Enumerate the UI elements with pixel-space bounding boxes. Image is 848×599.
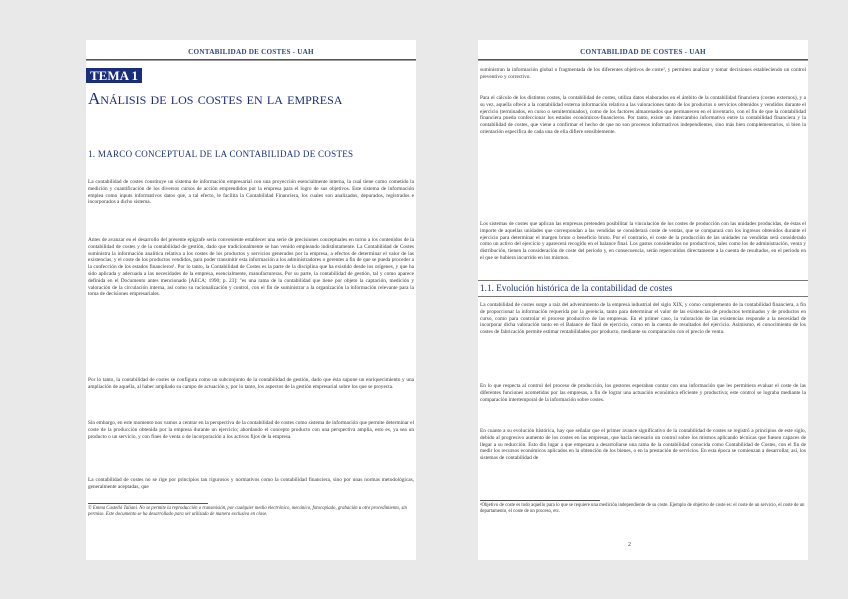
paragraph: En lo que respecta al control del proceso de producción, los gestores esperaban contar con una información que les permitiera evaluar el coste de las diferentes funciones acometidas por las empresas, a fin de lograr una actuación económica eficiente y productiva; este control se lograba mediante la comparación intertemporal de la información sobre costes. (480, 383, 806, 403)
paragraph: En cuanto a su evolución histórica, hay que señalar que el primer avance significativo de la contabilidad de costes se registró a principios de este siglo, debido al progresivo aumento de los costes en las empresas, que hacía necesario un control sobre los mismos aplicando técnicas que fuesen capaces de llegar a su reducción. Esto dio lugar a que empezara a desarrollarse una rama de la contabilidad conocida como Contabilidad de Costes, con el fin de medir los recursos económicos aplicados en la obtención de los bienes, o en la prestación de servicios. En esta época se comienzan a desarrollar, así, los sistemas de contabilidad de (480, 428, 806, 462)
section-title: 1. MARCO CONCEPTUAL DE LA CONTABILIDAD DE COSTES (88, 149, 354, 159)
header-rule (86, 59, 416, 61)
paragraph: Los sistemas de costes que aplican las empresas pretenden posibilitar la vinculación de los costes de producción con las unidades producidas, de éstas el importe de aquellas unidades que correspondan a las vendidas se considerará coste de ventas, que se comparará con los ingresos obtenidos durante el ejercicio para determinar el margen bruto o beneficio bruto. Por el contrario, el coste de la producción de las unidades no vendidas será considerado como un activo del ejercicio y aparecerá recogido en el balance final. Los gastos considerados no productivos, tales como los de administración, venta y distribución, tienen la consideración de coste del periodo y, en consecuencia, serán repercutidos directamente a la cuenta de resultados, en el periodo en el que se hubiera incurrido en los mismos. (480, 221, 806, 261)
chapter-title: Análisis de los costes en la empresa (88, 89, 343, 108)
body-text (480, 428, 806, 462)
paragraph: La contabilidad de costes surge a raíz del advenimiento de la empresa industrial del siglo XIX, y como complemento de la contabilidad financiera, a fin de proporcionar la información requerida por la gerencia, tanto para determinar el valor de las existencias de productos terminados y de productos en curso, como para controlar el proceso productivo de las empresas. En el primer caso, la valoración de las existencias responde a la necesidad de incorporar dicha valoración tanto en el Balance de final de ejercicio, como en la cuenta de resultados del ejercicio. Asimismo, el conocimiento de los costes de fabricación permite estimar rentabilidades por producto, mediante su comparación con el precio de venta. (480, 302, 806, 336)
running-head: CONTABILIDAD DE COSTES - UAH (580, 48, 706, 56)
paragraph: suministran la información global o fragmentada de los diferentes objetivos de coste², y permiten analizar y tomar decisiones estableciendo un control preventivo y correctivo. (480, 67, 806, 80)
footnote-rule (88, 503, 208, 504)
body-text (88, 477, 414, 491)
body-text (88, 420, 414, 440)
body-text (480, 67, 806, 81)
footnote-rule (480, 500, 600, 501)
paragraph: La contabilidad de costes constituye un sistema de información empresarial con una proyección esencialmente interna, la cual tiene como cometido la medición y cuantificación de los diversos cursos de acción emprendidos por la empresa para el logro de sus objetivos. Este sistema de información emplea como inputs informativos datos que, a tal efecto, le facilita la Contabilidad Financiera, los cuales son analizados, depurados, registrados e incorporados a dicho sistema. (88, 179, 414, 206)
section-rule-bottom (478, 296, 808, 297)
copyright-notice: © Emma Castelló Taliani. No se permite la reproducción o transmisión, por cualquier medio electrónico, mecánico, fotocopiado, grabación u otro procedimiento, sin permiso. Este documento se ha desarrollado para ser utilizado de manera exclusiva en clase. (88, 506, 407, 517)
paragraph: Por lo tanto, la contabilidad de costes se configura como un subconjunto de la contabilidad de gestión, dado que ésta supone un enriquecimiento y una ampliación de aquella, al haber ampliado su campo de actuación y, por lo tanto, los aspectos de la gestión empresarial sobre los que se proyecta. (88, 377, 414, 390)
body-text (480, 95, 806, 136)
section-heading: 1.1. Evolución histórica de la contabilidad de costes (480, 283, 673, 293)
paragraph: Para el cálculo de los distintos costes, la contabilidad de costes, utiliza datos elaborados en el ámbito de la contabilidad financiera (costes externos), y a su vez, aquella ofrece a la contabilidad externa información relativa a las valoraciones tanto de los productos o servicios obtenidos y vendidos durante el ejercicio (terminados, en curso o semiterminados), como de los factores almacenados que permanecen en el inventario, con el fin de que la contabilidad financiera pueda confeccionar los estados económicos-financieros. Por tanto, existe un intercambio informativo entre la contabilidad financiera y la contabilidad de costes, que viene a confirmar el hecho de que no son procesos informativos independientes, sino más bien complementarios, si bien la orientación específica de cada una de ella difiere sensiblemente. (480, 95, 806, 135)
paragraph: La contabilidad de costes no se rige por principios tan rigurosos y normativos como la contabilidad financiera, sino por unas normas metodológicas, generalmente aceptadas, que (88, 477, 414, 490)
running-head: CONTABILIDAD DE COSTES - UAH (188, 48, 314, 56)
paragraph: Sin embargo, en este momento nos vamos a centrar en la perspectiva de la contabilidad de costes como sistema de información que permite determinar el coste de la producción obtenida por la empresa durante un ejercicio; abordando el concepto producto con una perspectiva amplia, esto es, ya sea un producto o un servicio, y con fines de venta o de incorporación a los activos fijos de la empresa. (88, 420, 414, 440)
page-left (86, 40, 416, 560)
body-text (480, 221, 806, 262)
body-text (88, 237, 414, 298)
header-rule (478, 59, 808, 61)
section-rule-top (478, 280, 808, 281)
paragraph: Antes de avanzar en el desarrollo del presente epígrafe sería conveniente establecer una serie de precisiones conceptuales en torno a los contenidos de la contabilidad de costes y de la contabilidad de gestión, dado que tradicionalmente se han venido empleando indistintamente. La Contabilidad de Costes suministra la información analítica relativa a los costes de los productos y servicios generados por la empresa, a efectos de determinar el valor de las existencias, y el coste de los productos vendidos, para poder transmitir esta información a los administradores o gerentes a fin de que se pueda proceder a la confección de los estados financieros¹. Por lo tanto, la Contabilidad de Costes es la parte de la disciplina que ha existido desde los orígenes, y que ha sido aplicada y adecuada a las necesidades de la empresa, esencialmente, manufactureras. Por su parte, la contabilidad de gestión, tal y como aparece definida en el Documento antes mencionado [AECA; 1990; p. 23]: "es una rama de la contabilidad que tiene por objeto la captación, medición y valoración de la circulación interna, así como su racionalización y control, con el fin de suministrar a la organización la información relevante para la toma de decisiones empresariales. (88, 237, 414, 298)
body-text (480, 383, 806, 403)
chapter-label: TEMA 1 (86, 68, 142, 83)
page-right (478, 40, 808, 560)
page-number: 2 (628, 542, 631, 548)
body-text (88, 377, 414, 391)
footnote: ²Objetivo de coste es todo aquello para lo que se requiere una medición independiente de su coste. Ejemplo de objetivo de coste es: el coste de un servicio, el coste de un departamento, el coste de un proceso, etc. (480, 503, 805, 514)
body-text (480, 302, 806, 336)
body-text (88, 179, 414, 206)
